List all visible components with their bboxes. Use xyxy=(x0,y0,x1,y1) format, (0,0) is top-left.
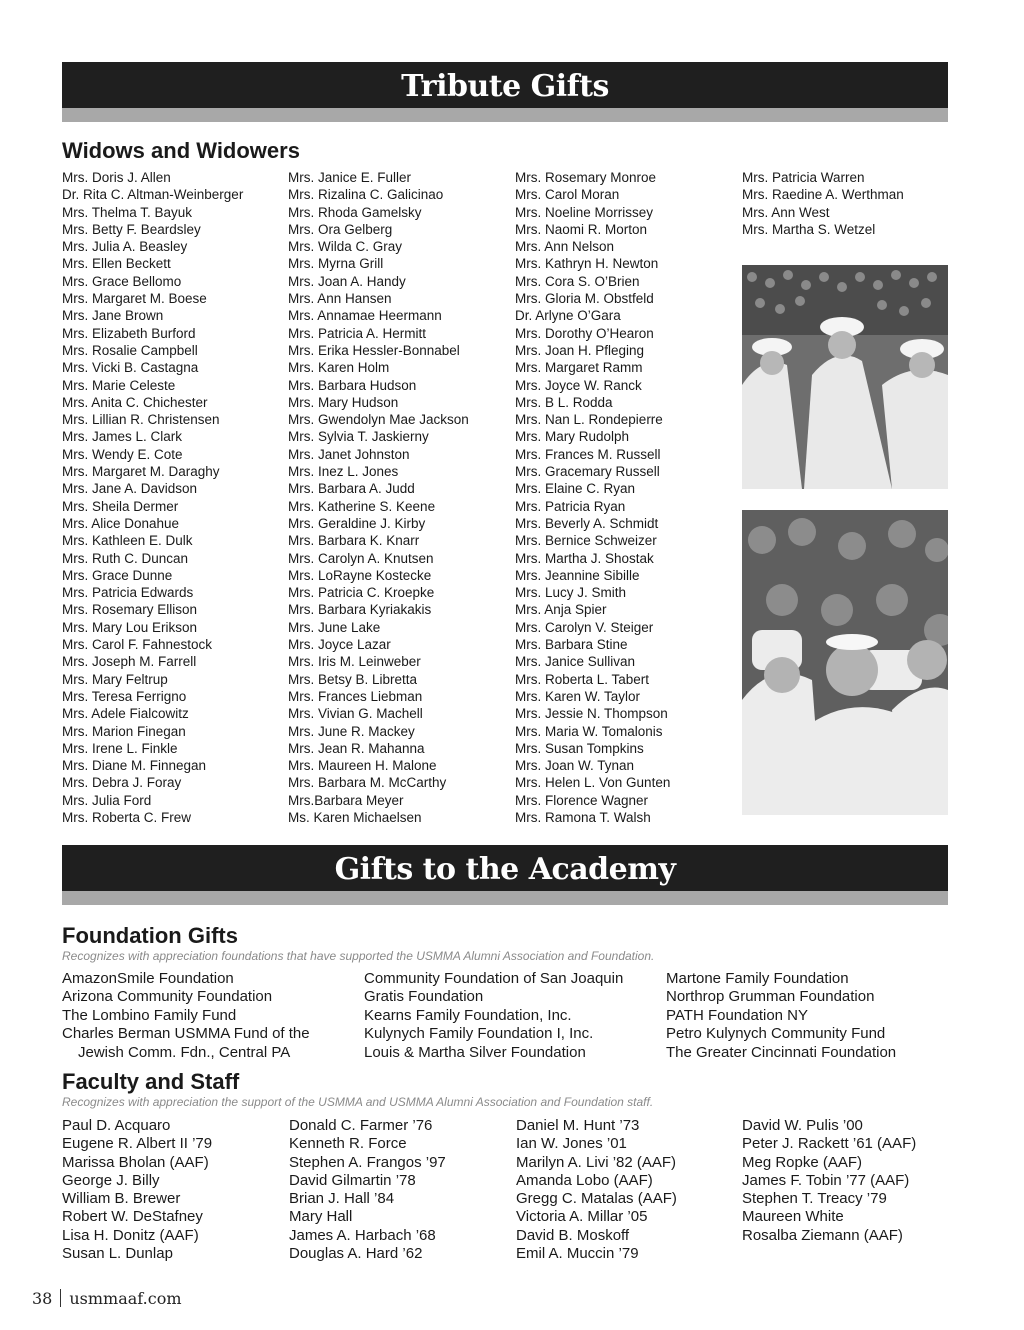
list-item: Mrs. Helen L. Von Gunten xyxy=(515,775,671,791)
staff-column-1 xyxy=(62,1117,212,1263)
faculty-staff-subtitle: Recognizes with appreciation the support of the USMMA and USMMA Alumni Association and Foundation staff. xyxy=(62,1095,654,1109)
list-item: Mrs. Wilda C. Gray xyxy=(288,239,403,255)
list-item: Mrs. Jeannine Sibille xyxy=(515,567,640,583)
list-item: Meg Ropke (AAF) xyxy=(742,1153,863,1171)
list-item: Mrs. Ann West xyxy=(742,204,830,220)
list-item: Mrs. Geraldine J. Kirby xyxy=(288,515,426,531)
list-item: Martone Family Foundation xyxy=(666,970,849,987)
list-item: Mrs. Janet Johnston xyxy=(288,446,410,462)
list-item: Mrs. Vivian G. Machell xyxy=(288,706,423,722)
list-item: Mrs. Martha S. Wetzel xyxy=(742,221,876,237)
list-item: Mrs. Teresa Ferrigno xyxy=(62,688,187,704)
list-item: Mrs. Nan L. Rondepierre xyxy=(515,412,663,428)
list-item: Mrs. Ann Nelson xyxy=(515,239,615,255)
list-item: Daniel M. Hunt ’73 xyxy=(516,1117,640,1134)
list-item: Stephen A. Frangos ’97 xyxy=(289,1153,446,1171)
list-item: Gratis Foundation xyxy=(364,988,484,1006)
list-item: Mrs. Wendy E. Cote xyxy=(62,446,183,462)
list-item: Mrs. Barbara M. McCarthy xyxy=(288,775,447,791)
list-item: Mrs. Susan Tompkins xyxy=(515,740,644,756)
list-item: Mrs. Mary Feltrup xyxy=(62,671,168,687)
list-item: Charles Berman USMMA Fund of the xyxy=(62,1025,310,1043)
list-item: Mrs. Barbara K. Knarr xyxy=(288,533,420,549)
list-item: Mrs. Myrna Grill xyxy=(288,256,384,272)
foundation-gifts-title: Foundation Gifts xyxy=(62,923,238,948)
banner-underline xyxy=(62,891,948,905)
page-number: 38 xyxy=(32,1289,53,1308)
list-item: James A. Harbach ’68 xyxy=(289,1226,436,1244)
list-item: Mrs. Frances Liebman xyxy=(288,688,423,704)
list-item: Kearns Family Foundation, Inc. xyxy=(364,1006,572,1024)
list-item: Mrs. Joan H. Pfleging xyxy=(515,342,645,358)
list-item: Susan L. Dunlap xyxy=(62,1245,173,1263)
list-item: Mrs. Jane A. Davidson xyxy=(62,481,198,497)
widows-column-2 xyxy=(288,169,469,826)
widows-section-title: Widows and Widowers xyxy=(62,138,300,163)
list-item: Mrs. Barbara Hudson xyxy=(288,377,417,393)
list-item: Mrs. Alice Donahue xyxy=(62,515,180,531)
list-item: Mrs. Lillian R. Christensen xyxy=(62,412,220,428)
list-item: Mrs. Ramona T. Walsh xyxy=(515,809,651,825)
list-item: Emil A. Muccin ’79 xyxy=(516,1245,639,1263)
list-item: Mrs. Sheila Dermer xyxy=(62,498,179,514)
list-item: Rosalba Ziemann (AAF) xyxy=(742,1226,903,1244)
list-item: David W. Pulis ’00 xyxy=(742,1117,863,1134)
list-item: Mrs. B L. Rodda xyxy=(515,394,613,410)
list-item: Mrs. Florence Wagner xyxy=(515,792,649,808)
list-item: Lisa H. Donitz (AAF) xyxy=(62,1226,199,1244)
list-item: Mrs. Iris M. Leinweber xyxy=(288,654,421,670)
list-item: Community Foundation of San Joaquin xyxy=(364,970,624,987)
list-item: The Lombino Family Fund xyxy=(62,1006,237,1024)
list-item: Mrs. Joan A. Handy xyxy=(288,273,406,289)
list-item: Mrs. Margaret Ramm xyxy=(515,360,643,376)
list-item: Donald C. Farmer ’76 xyxy=(289,1117,433,1134)
list-item: PATH Foundation NY xyxy=(666,1006,809,1024)
list-item: Mrs. Joseph M. Farrell xyxy=(62,654,197,670)
list-item: Mrs. Elaine C. Ryan xyxy=(515,481,636,497)
cheering-graduates-photo xyxy=(742,510,948,815)
list-item: Mrs. Naomi R. Morton xyxy=(515,221,648,237)
list-item: Mrs. Janice Sullivan xyxy=(515,654,636,670)
list-item: Paul D. Acquaro xyxy=(62,1117,171,1134)
list-item: Mrs. June R. Mackey xyxy=(288,723,415,739)
list-item: David Gilmartin ’78 xyxy=(289,1171,416,1189)
list-item: Mrs. Dorothy O’Hearon xyxy=(515,325,654,341)
saluting-graduates-photo xyxy=(742,265,948,489)
list-item: Mrs. Rosalie Campbell xyxy=(62,342,198,358)
staff-column-2 xyxy=(289,1117,446,1263)
list-item: Mrs. Carol Moran xyxy=(515,187,620,203)
list-item: Louis & Martha Silver Foundation xyxy=(364,1043,586,1061)
list-item: Amanda Lobo (AAF) xyxy=(516,1171,653,1189)
list-item: Mrs. Grace Bellomo xyxy=(62,273,182,289)
list-item: AmazonSmile Foundation xyxy=(62,970,234,987)
list-item: Mrs. Carolyn V. Steiger xyxy=(515,619,654,635)
list-item: Mrs. Vicki B. Castagna xyxy=(62,360,199,376)
list-item: Mrs. Gwendolyn Mae Jackson xyxy=(288,412,469,428)
list-item: Ian W. Jones ’01 xyxy=(516,1135,627,1153)
list-item: Mrs. Elizabeth Burford xyxy=(62,325,196,341)
foundation-column-3 xyxy=(666,970,896,1062)
list-item: Mrs. Julia A. Beasley xyxy=(62,239,188,255)
list-item: Mrs. Barbara Kyriakakis xyxy=(288,602,432,618)
list-item: David B. Moskoff xyxy=(516,1226,630,1244)
list-item: Mrs. Inez L. Jones xyxy=(288,464,399,480)
list-item: Mrs. Jean R. Mahanna xyxy=(288,740,425,756)
list-item: Mrs. Cora S. O’Brien xyxy=(515,273,640,289)
list-item: Maureen White xyxy=(742,1208,844,1226)
list-item: George J. Billy xyxy=(62,1171,160,1189)
list-item: Mrs. Diane M. Finnegan xyxy=(62,758,207,774)
list-item: Mrs. Julia Ford xyxy=(62,792,152,808)
list-item: Mary Hall xyxy=(289,1208,353,1226)
list-item: Mrs. Gloria M. Obstfeld xyxy=(515,291,654,307)
list-item: Mrs. June Lake xyxy=(288,619,381,635)
list-item: Mrs. Noeline Morrissey xyxy=(515,204,654,220)
list-item: Mrs. Doris J. Allen xyxy=(62,170,171,185)
list-item: Mrs. Barbara A. Judd xyxy=(288,481,415,497)
list-item: Mrs. Adele Fialcowitz xyxy=(62,706,189,722)
list-item: Peter J. Rackett ’61 (AAF) xyxy=(742,1135,917,1153)
list-item: Mrs. Martha J. Shostak xyxy=(515,550,654,566)
list-item: Mrs. Maria W. Tomalonis xyxy=(515,723,663,739)
list-item: Mrs. Betsy B. Libretta xyxy=(288,671,418,687)
list-item: Mrs. Mary Rudolph xyxy=(515,429,630,445)
list-item: Mrs. Joyce Lazar xyxy=(288,637,391,653)
staff-column-4 xyxy=(742,1117,916,1245)
list-item: Mrs. Debra J. Foray xyxy=(62,775,182,791)
list-item: Robert W. DeStafney xyxy=(62,1208,203,1226)
list-item: Mrs. Beverly A. Schmidt xyxy=(515,515,659,531)
list-item: Mrs. Maureen H. Malone xyxy=(288,758,437,774)
foundation-column-1 xyxy=(62,970,310,1062)
list-item: Mrs. Patricia C. Kroepke xyxy=(288,585,435,601)
list-item: Mrs. Patricia Ryan xyxy=(515,498,626,514)
list-item: Mrs.Barbara Meyer xyxy=(288,792,404,808)
list-item: Mrs. Jessie N. Thompson xyxy=(515,706,668,722)
list-item: Marilyn A. Livi ’82 (AAF) xyxy=(516,1153,677,1171)
list-item: Mrs. Annamae Heermann xyxy=(288,308,442,324)
list-item: Mrs. Roberta C. Frew xyxy=(62,809,192,825)
list-item: Mrs. Katherine S. Keene xyxy=(288,498,436,514)
list-item: Jewish Comm. Fdn., Central PA xyxy=(78,1043,291,1061)
list-item: Mrs. Mary Lou Erikson xyxy=(62,619,198,635)
list-item: Mrs. Marie Celeste xyxy=(62,377,176,393)
list-item: Mrs. Ellen Beckett xyxy=(62,256,171,272)
list-item: Dr. Rita C. Altman-Weinberger xyxy=(62,187,244,203)
list-item: Mrs. Patricia A. Hermitt xyxy=(288,325,427,341)
faculty-staff-title: Faculty and Staff xyxy=(62,1069,240,1094)
list-item: Mrs. Karen Holm xyxy=(288,360,390,376)
list-item: Petro Kulynych Community Fund xyxy=(666,1025,886,1043)
list-item: Mrs. Rizalina C. Galicinao xyxy=(288,187,444,203)
list-item: Mrs. Ann Hansen xyxy=(288,291,392,307)
list-item: Mrs. Anita C. Chichester xyxy=(62,394,208,410)
list-item: Mrs. Joan W. Tynan xyxy=(515,758,635,774)
widows-column-1 xyxy=(62,169,243,826)
page-footer xyxy=(32,1289,182,1308)
foundation-gifts-subtitle: Recognizes with appreciation foundations that have supported the USMMA Alumni Association and Foundation. xyxy=(62,949,655,963)
list-item: Mrs. Roberta L. Tabert xyxy=(515,671,650,687)
list-item: Mrs. Thelma T. Bayuk xyxy=(62,204,193,220)
list-item: Mrs. Joyce W. Ranck xyxy=(515,377,642,393)
list-item: Mrs. Frances M. Russell xyxy=(515,446,661,462)
list-item: Victoria A. Millar ’05 xyxy=(516,1208,648,1226)
gifts-to-academy-banner: Gifts to the Academy xyxy=(62,845,948,891)
list-item: Mrs. Bernice Schweizer xyxy=(515,533,657,549)
list-item: Mrs. Kathryn H. Newton xyxy=(515,256,659,272)
list-item: William B. Brewer xyxy=(62,1190,181,1208)
tribute-gifts-banner: Tribute Gifts xyxy=(62,62,948,108)
list-item: Mrs. Anja Spier xyxy=(515,602,607,618)
list-item: Eugene R. Albert II ’79 xyxy=(62,1135,213,1153)
list-item: Stephen T. Treacy ’79 xyxy=(742,1190,887,1208)
list-item: Mrs. Janice E. Fuller xyxy=(288,170,412,185)
list-item: Douglas A. Hard ’62 xyxy=(289,1245,423,1263)
list-item: Kenneth R. Force xyxy=(289,1135,407,1153)
list-item: Mrs. Karen W. Taylor xyxy=(515,688,641,704)
list-item: Mrs. Sylvia T. Jaskierny xyxy=(288,429,429,445)
list-item: Brian J. Hall ’84 xyxy=(289,1190,395,1208)
widows-column-3 xyxy=(515,169,670,826)
footer-divider xyxy=(60,1289,61,1307)
list-item: Mrs. Margaret M. Daraghy xyxy=(62,464,220,480)
list-item: Mrs. Marion Finegan xyxy=(62,723,186,739)
list-item: Mrs. Erika Hessler-Bonnabel xyxy=(288,342,460,358)
list-item: Mrs. Rhoda Gamelsky xyxy=(288,204,422,220)
list-item: Gregg C. Matalas (AAF) xyxy=(516,1190,677,1208)
list-item: Northrop Grumman Foundation xyxy=(666,988,875,1006)
list-item: Mrs. Gracemary Russell xyxy=(515,464,660,480)
list-item: The Greater Cincinnati Foundation xyxy=(666,1043,897,1061)
list-item: Dr. Arlyne O’Gara xyxy=(515,308,621,324)
list-item: Mrs. Grace Dunne xyxy=(62,567,173,583)
foundation-column-2 xyxy=(364,970,623,1062)
banner-underline xyxy=(62,108,948,122)
list-item: Marissa Bholan (AAF) xyxy=(62,1153,209,1171)
list-item: Mrs. Rosemary Monroe xyxy=(515,170,657,185)
list-item: Mrs. Ruth C. Duncan xyxy=(62,550,189,566)
list-item: Mrs. Margaret M. Boese xyxy=(62,291,207,307)
list-item: Mrs. Irene L. Finkle xyxy=(62,740,178,756)
footer-website-link[interactable]: usmmaaf.com xyxy=(69,1289,182,1308)
list-item: Mrs. Barbara Stine xyxy=(515,637,628,653)
list-item: James F. Tobin ’77 (AAF) xyxy=(742,1171,910,1189)
list-item: Mrs. James L. Clark xyxy=(62,429,183,445)
list-item: Mrs. LoRayne Kostecke xyxy=(288,567,432,583)
staff-column-3 xyxy=(516,1117,677,1263)
list-item: Mrs. Carolyn A. Knutsen xyxy=(288,550,434,566)
list-item: Mrs. Patricia Warren xyxy=(742,170,865,185)
list-item: Mrs. Ora Gelberg xyxy=(288,221,393,237)
list-item: Mrs. Lucy J. Smith xyxy=(515,585,627,601)
list-item: Mrs. Jane Brown xyxy=(62,308,164,324)
widows-column-4 xyxy=(742,169,904,238)
list-item: Arizona Community Foundation xyxy=(62,988,273,1006)
list-item: Mrs. Patricia Edwards xyxy=(62,585,194,601)
list-item: Kulynych Family Foundation I, Inc. xyxy=(364,1025,594,1043)
list-item: Ms. Karen Michaelsen xyxy=(288,809,422,825)
list-item: Mrs. Carol F. Fahnestock xyxy=(62,637,213,653)
list-item: Mrs. Kathleen E. Dulk xyxy=(62,533,193,549)
list-item: Mrs. Rosemary Ellison xyxy=(62,602,198,618)
list-item: Mrs. Betty F. Beardsley xyxy=(62,221,201,237)
list-item: Mrs. Mary Hudson xyxy=(288,394,399,410)
list-item: Mrs. Raedine A. Werthman xyxy=(742,187,904,203)
